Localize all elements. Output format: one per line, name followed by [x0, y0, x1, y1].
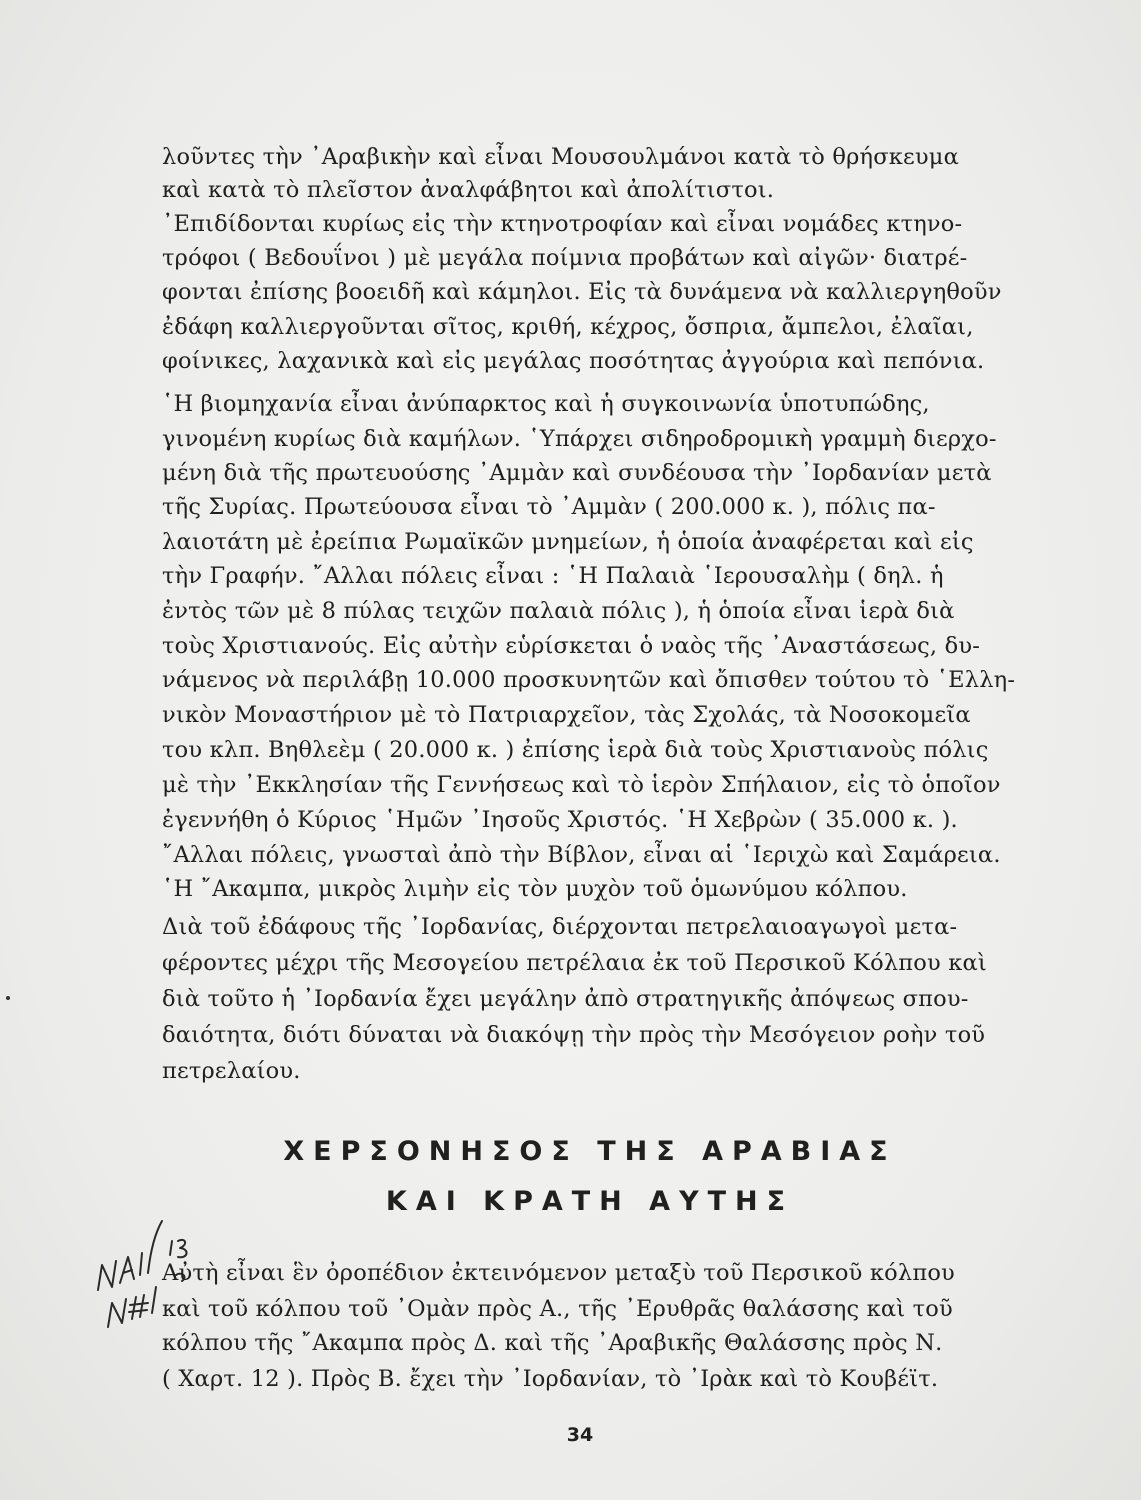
body-line: ῾Η ῎Ακαμπα, μικρὸς λιμὴν εἰς τὸν μυχὸν τοῦ ὁμωνύμου κόλπου.: [162, 876, 908, 902]
section-line: κόλπου τῆς ῎Ακαμπα πρὸς Δ. καὶ τῆς ᾿Αραβικῆς Θαλάσσης πρὸς Ν.: [162, 1330, 943, 1356]
body-line: νάμενος νὰ περιλάβῃ 10.000 προσκυνητῶν καὶ ὄπισθεν τούτου τὸ ῾Ελλη-: [162, 667, 1016, 693]
section-line: ( Χαρτ. 12 ). Πρὸς Β. ἔχει τὴν ᾿Ιορδανίαν, τὸ ᾿Ιρὰκ καὶ τὸ Κουβέϊτ.: [162, 1366, 939, 1392]
body-line: ῎Αλλαι πόλεις, γνωσταὶ ἀπὸ τὴν Βίβλον, εἶναι αἱ ῾Ιεριχὼ καὶ Σαμάρεια.: [162, 842, 1001, 868]
section-line: Αὐτὴ εἶναι ἓν ὀροπέδιον ἐκτεινόμενον μεταξὺ τοῦ Περσικοῦ κόλπου: [162, 1260, 955, 1286]
body-line: τῆς Συρίας. Πρωτεύουσα εἶναι τὸ ᾿Αμμὰν ( 200.000 κ. ), πόλις πα-: [162, 494, 936, 520]
body-line: μὲ τὴν ᾿Εκκλησίαν τῆς Γεννήσεως καὶ τὸ ἱερὸν Σπήλαιον, εἰς τὸ ὁποῖον: [162, 772, 1001, 798]
body-line: μένη διὰ τῆς πρωτευούσης ᾿Αμμὰν καὶ συνδέουσα τὴν ᾿Ιορδανίαν μετὰ: [162, 460, 992, 486]
body-line: διὰ τοῦτο ἡ ᾿Ιορδανία ἔχει μεγάλην ἀπὸ στρατηγικῆς ἀπόψεως σπου-: [162, 986, 969, 1012]
body-line: του κλπ. Βηθλεὲμ ( 20.000 κ. ) ἐπίσης ἱερὰ διὰ τοὺς Χριστιανοὺς πόλις: [162, 737, 989, 763]
section-heading-line-2: ΚΑΙ ΚΡΑΤΗ ΑΥΤΗΣ: [385, 1186, 795, 1217]
body-line: τοὺς Χριστιανούς. Εἰς αὐτὴν εὑρίσκεται ὁ ναὸς τῆς ᾿Αναστάσεως, δυ-: [162, 633, 981, 659]
body-line: λοῦντες τὴν ᾿Αραβικὴν καὶ εἶναι Μουσουλμάνοι κατὰ τὸ θρήσκευμα: [162, 144, 959, 170]
scan-speck: [6, 996, 10, 1000]
body-line: ᾿Επιδίδονται κυρίως εἰς τὴν κτηνοτροφίαν καὶ εἶναι νομάδες κτηνο-: [162, 211, 963, 237]
section-line: καὶ τοῦ κόλπου τοῦ ᾿Ομὰν πρὸς Α., τῆς ᾿Ερυθρᾶς θαλάσσης καὶ τοῦ: [162, 1296, 953, 1322]
body-line: Διὰ τοῦ ἐδάφους τῆς ᾿Ιορδανίας, διέρχονται πετρελαιοαγωγοὶ μετα-: [162, 914, 958, 940]
page-number: 34: [566, 1424, 594, 1446]
body-line: πετρελαίου.: [162, 1058, 301, 1084]
body-line: ἐντὸς τῶν μὲ 8 πύλας τειχῶν παλαιὰ πόλις ), ἡ ὁποία εἶναι ἱερὰ διὰ: [162, 598, 955, 624]
body-line: νικὸν Μοναστήριον μὲ τὸ Πατριαρχεῖον, τὰς Σχολάς, τὰ Νοσοκομεῖα: [162, 702, 971, 728]
body-line: τὴν Γραφήν. ῎Αλλαι πόλεις εἶναι : ῾Η Παλαιὰ ῾Ιερουσαλὴμ ( δηλ. ἡ: [162, 563, 944, 589]
body-line: φονται ἐπίσης βοοειδῆ καὶ κάμηλοι. Εἰς τὰ δυνάμενα νὰ καλλιεργηθοῦν: [162, 279, 1002, 305]
body-line: φοίνικες, λαχανικὰ καὶ εἰς μεγάλας ποσότητας ἀγγούρια καὶ πεπόνια.: [162, 348, 985, 374]
body-line: δαιότητα, διότι δύναται νὰ διακόψῃ τὴν πρὸς τὴν Μεσόγειον ροὴν τοῦ: [162, 1022, 986, 1048]
body-line: ἐγεννήθη ὁ Κύριος ῾Ημῶν ᾿Ιησοῦς Χριστός. ῾Η Χεβρὼν ( 35.000 κ. ).: [162, 807, 958, 833]
body-line: τρόφοι ( Βεδουΐνοι ) μὲ μεγάλα ποίμνια προβάτων καὶ αἰγῶν· διατρέ-: [162, 245, 968, 271]
section-heading-line-1: ΧΕΡΣΟΝΗΣΟΣ ΤΗΣ ΑΡΑΒΙΑΣ: [283, 1136, 897, 1167]
body-line: φέροντες μέχρι τῆς Μεσογείου πετρέλαια ἐκ τοῦ Περσικοῦ Κόλπου καὶ: [162, 950, 987, 976]
body-line: ἐδάφη καλλιεργοῦνται σῖτος, κριθή, κέχρος, ὄσπρια, ἄμπελοι, ἐλαῖαι,: [162, 314, 974, 340]
body-line: γινομένη κυρίως διὰ καμήλων. ῾Υπάρχει σιδηροδρομικὴ γραμμὴ διερχο-: [162, 426, 997, 452]
body-line: λαιοτάτη μὲ ἐρείπια Ρωμαϊκῶν μνημείων, ἡ ὁποία ἀναφέρεται καὶ εἰς: [162, 529, 974, 555]
body-line: ῾Η βιομηχανία εἶναι ἀνύπαρκτος καὶ ἡ συγκοινωνία ὑποτυπώδης,: [162, 391, 930, 417]
body-line: καὶ κατὰ τὸ πλεῖστον ἀναλφάβητοι καὶ ἀπολίτιστοι.: [162, 177, 775, 203]
